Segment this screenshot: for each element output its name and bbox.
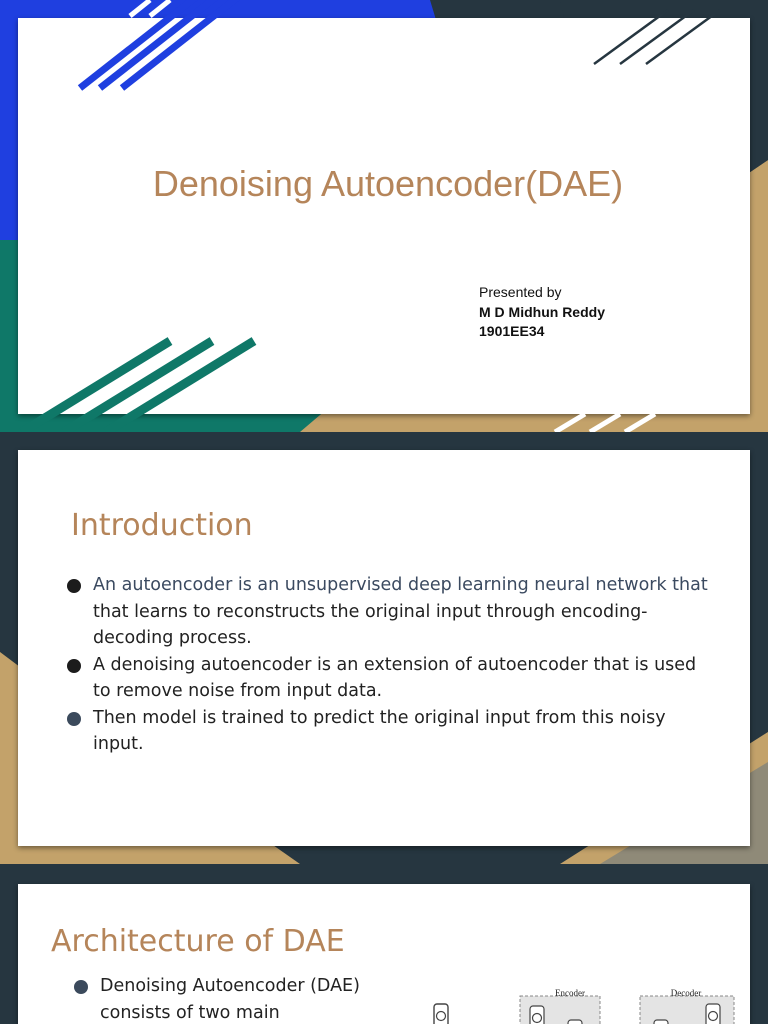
architecture-heading: Architecture of DAE <box>51 924 345 959</box>
dae-architecture-diagram <box>428 984 748 1024</box>
bullet-dot <box>67 712 81 726</box>
introduction-bullets <box>67 572 717 758</box>
slide-2 <box>0 432 768 864</box>
encoder-label: Encoder <box>555 988 585 998</box>
slide-3 <box>0 866 768 1024</box>
decoder-label: Decoder <box>670 988 702 998</box>
bullet-dot <box>74 980 88 994</box>
roll-number: 1901EE34 <box>479 323 545 339</box>
presenter-block <box>479 283 605 342</box>
slide-1 <box>0 0 768 432</box>
intro-bullet-3: Then model is trained to predict the original input from this noisy input. <box>67 705 717 758</box>
intro-bullet-2: A denoising autoencoder is an extension of autoencoder that is used to remove noise from input data. <box>67 652 717 705</box>
architecture-bullets <box>74 973 374 1024</box>
bullet-dot <box>67 579 81 593</box>
introduction-card <box>18 450 750 846</box>
introduction-heading: Introduction <box>71 508 253 543</box>
bullet-dot <box>67 659 81 673</box>
title-card <box>18 18 750 414</box>
presentation-title: Denoising Autoencoder(DAE) <box>152 163 624 204</box>
presented-by-label: Presented by <box>479 284 562 300</box>
architecture-bullet-1: Denoising Autoencoder (DAE) consists of two main <box>74 973 374 1024</box>
presenter-name: M D Midhun Reddy <box>479 303 605 320</box>
architecture-card <box>18 884 750 1024</box>
intro-bullet-1: An autoencoder is an unsupervised deep learning neural network that that learns to reconstructs the original input through encoding-decoding process. <box>67 572 717 652</box>
